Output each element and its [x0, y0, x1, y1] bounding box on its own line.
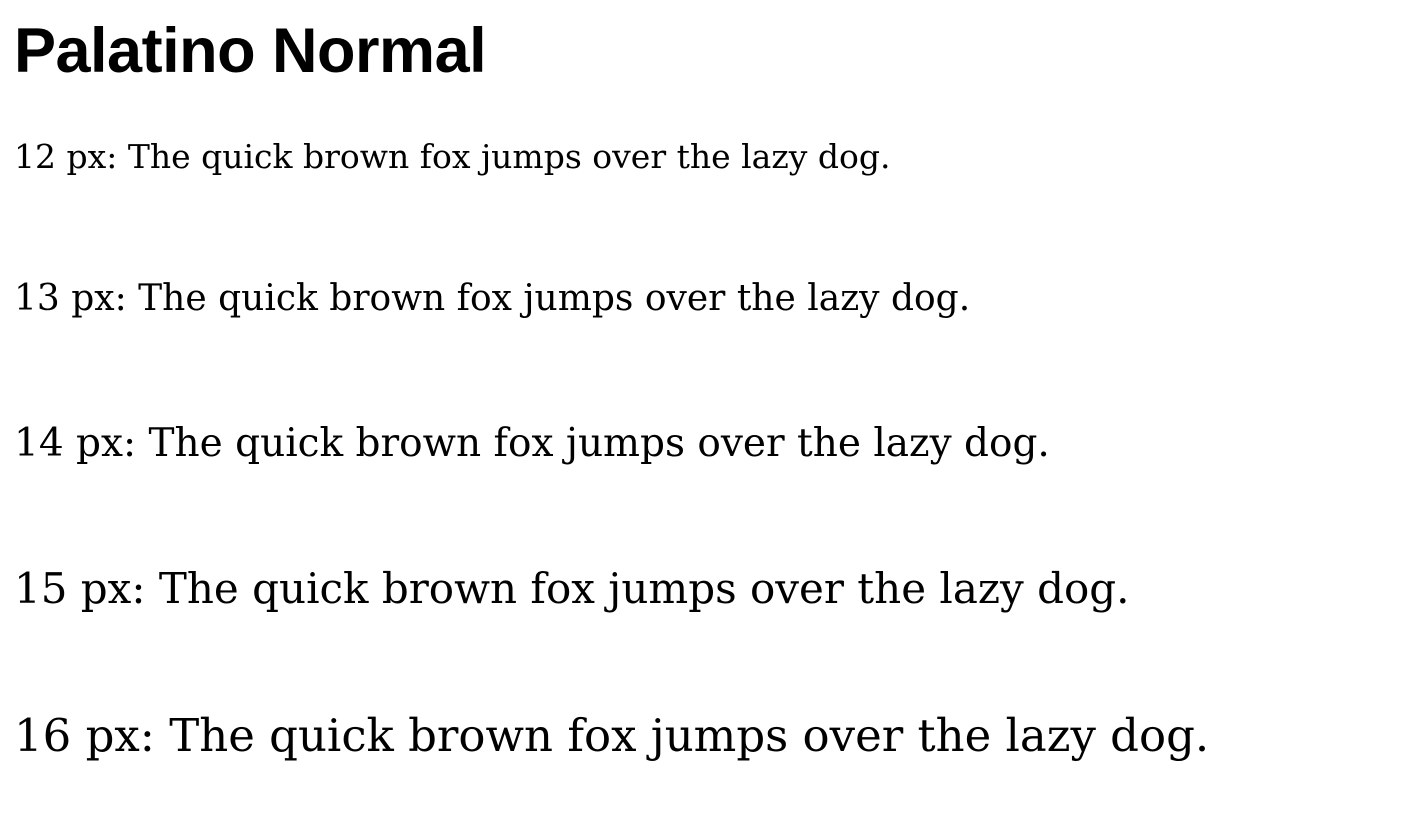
font-sample-row-12px: 12 px: The quick brown fox jumps over the lazy dog. — [14, 137, 891, 177]
page-title: Palatino Normal — [14, 16, 487, 86]
font-sample-row-15px: 15 px: The quick brown fox jumps over the lazy dog. — [14, 564, 1130, 614]
font-sample-row-16px: 16 px: The quick brown fox jumps over the lazy dog. — [14, 709, 1210, 763]
font-sample-row-13px: 13 px: The quick brown fox jumps over the lazy dog. — [14, 278, 971, 320]
font-sample-row-14px: 14 px: The quick brown fox jumps over the lazy dog. — [14, 421, 1050, 467]
font-sample-list — [14, 137, 1402, 763]
